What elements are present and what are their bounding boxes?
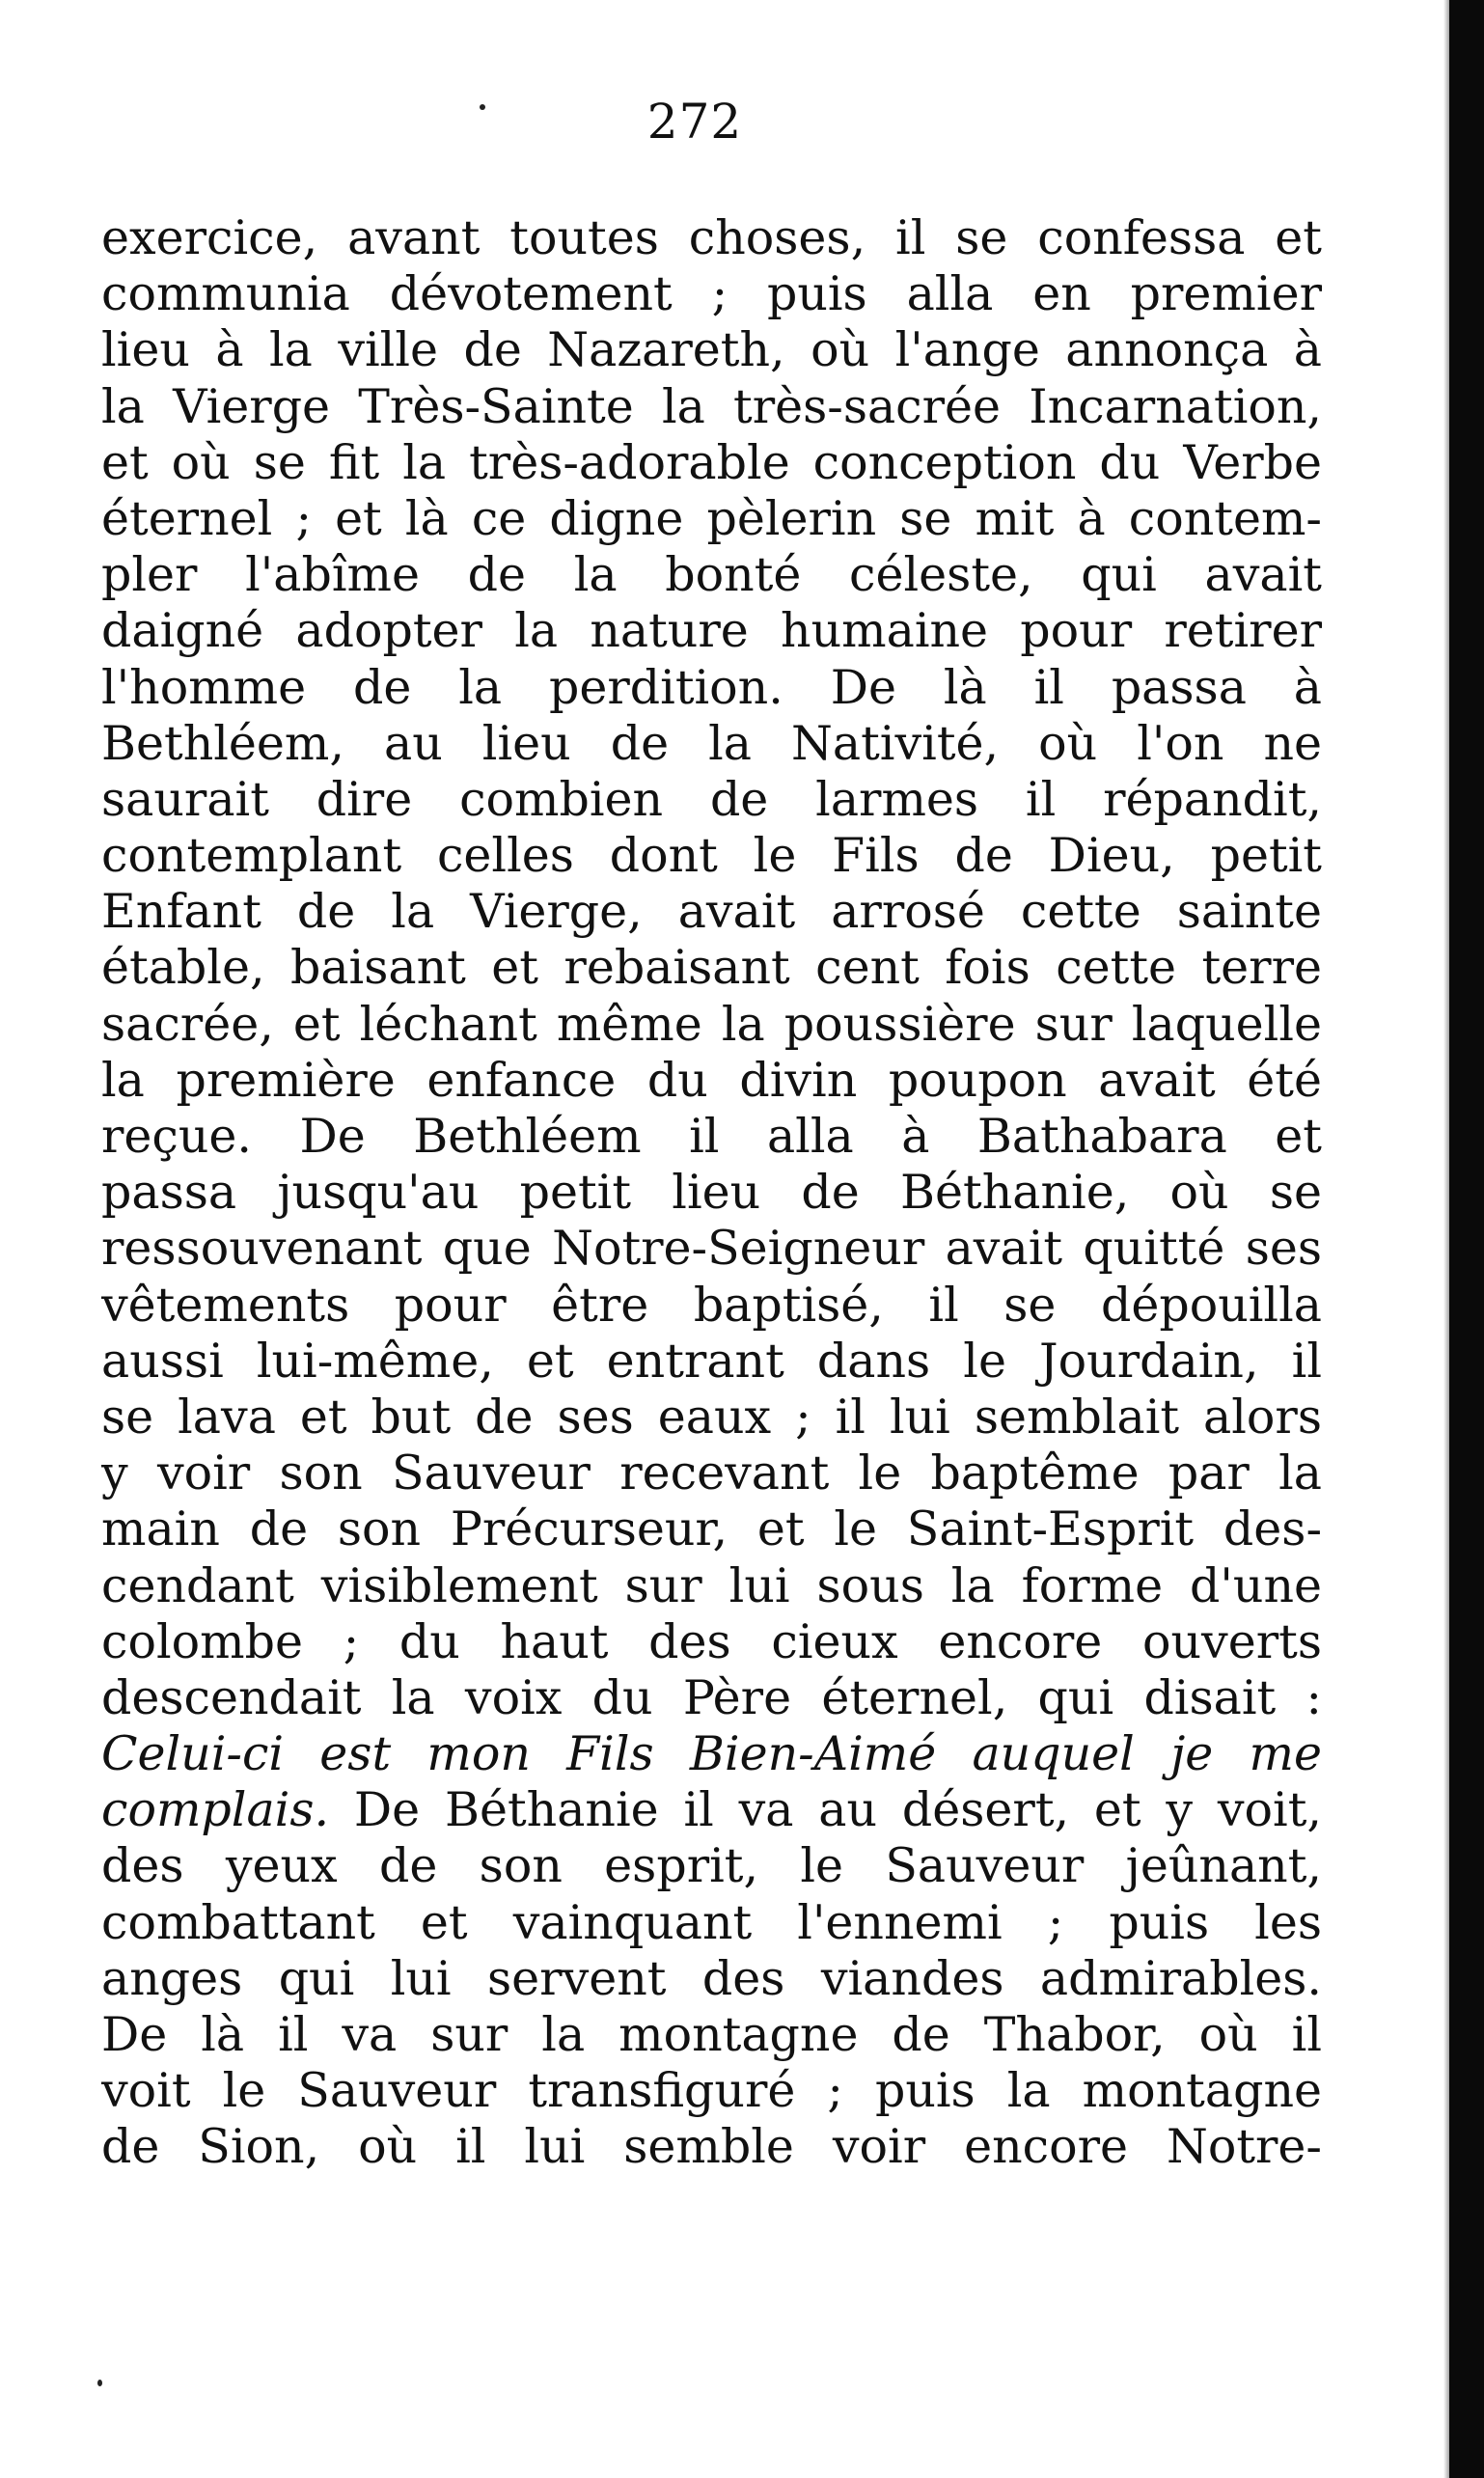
text-line: anges qui lui servent des viandes admirables. bbox=[101, 1950, 1322, 2006]
text-line: contemplant celles dont le Fils de Dieu, petit bbox=[101, 828, 1322, 884]
text-line: étable, baisant et rebaisant cent fois cette terre bbox=[101, 940, 1322, 996]
text-line: l'homme de la perdition. De là il passa à bbox=[101, 659, 1322, 715]
text-line: descendait la voix du Père éternel, qui disait : bbox=[101, 1669, 1322, 1725]
text-line-continuation: De Béthanie il va au désert, et y voit, bbox=[329, 1782, 1322, 1838]
page-number: 272 bbox=[646, 94, 743, 150]
text-line: saurait dire combien de larmes il répandit, bbox=[101, 771, 1322, 827]
text-line: passa jusqu'au petit lieu de Béthanie, où se bbox=[101, 1165, 1322, 1221]
text-line: sacrée, et léchant même la poussière sur laquelle bbox=[101, 996, 1322, 1052]
text-line: aussi lui-même, et entrant dans le Jourdain, il bbox=[101, 1333, 1322, 1389]
text-line: colombe ; du haut des cieux encore ouverts bbox=[101, 1613, 1322, 1669]
text-line: combattant et vainquant l'ennemi ; puis les bbox=[101, 1894, 1322, 1950]
text-line: Bethléem, au lieu de la Nativité, où l'on ne bbox=[101, 715, 1322, 771]
text-line: de Sion, où il lui semble voir encore Notre- bbox=[101, 2119, 1322, 2175]
text-line: main de son Précurseur, et le Saint-Esprit des- bbox=[101, 1501, 1322, 1557]
body-text bbox=[101, 210, 1322, 2176]
text-line-mixed bbox=[101, 1782, 1322, 1838]
text-line: Enfant de la Vierge, avait arrosé cette sainte bbox=[101, 884, 1322, 940]
text-line: voit le Sauveur transfiguré ; puis la montagne bbox=[101, 2063, 1322, 2119]
text-line: ressouvenant que Notre-Seigneur avait quitté ses bbox=[101, 1221, 1322, 1277]
text-line: cendant visiblement sur lui sous la forme d'une bbox=[101, 1557, 1322, 1613]
text-line: pler l'abîme de la bonté céleste, qui avait bbox=[101, 547, 1322, 603]
text-line: y voir son Sauveur recevant le baptême par la bbox=[101, 1446, 1322, 1501]
text-line: se lava et but de ses eaux ; il lui semblait alors bbox=[101, 1389, 1322, 1445]
ink-speck bbox=[480, 104, 485, 110]
text-line: et où se fit la très-adorable conception du Verbe bbox=[101, 434, 1322, 490]
quotation-italic-end: complais. bbox=[101, 1782, 330, 1838]
text-line: éternel ; et là ce digne pèlerin se mit à contem- bbox=[101, 490, 1322, 546]
text-line: des yeux de son esprit, le Sauveur jeûnant, bbox=[101, 1838, 1322, 1894]
quotation-italic: Celui-ci est mon Fils Bien-Aimé auquel je me bbox=[101, 1726, 1322, 1782]
text-line: lieu à la ville de Nazareth, où l'ange annonça à bbox=[101, 322, 1322, 378]
text-line: communia dévotement ; puis alla en premier bbox=[101, 266, 1322, 322]
page-edge-shadow bbox=[1449, 0, 1484, 2478]
text-line: exercice, avant toutes choses, il se confessa et bbox=[101, 210, 1322, 265]
text-line: De là il va sur la montagne de Thabor, où il bbox=[101, 2007, 1322, 2062]
ink-speck bbox=[97, 2380, 102, 2386]
text-line: reçue. De Bethléem il alla à Bathabara et bbox=[101, 1109, 1322, 1164]
text-line: la Vierge Très-Sainte la très-sacrée Incarnation, bbox=[101, 378, 1322, 434]
text-line: daigné adopter la nature humaine pour retirer bbox=[101, 603, 1322, 659]
text-line: la première enfance du divin poupon avait été bbox=[101, 1052, 1322, 1108]
text-line-italic bbox=[101, 1726, 1322, 1782]
text-line: vêtements pour être baptisé, il se dépouilla bbox=[101, 1277, 1322, 1333]
